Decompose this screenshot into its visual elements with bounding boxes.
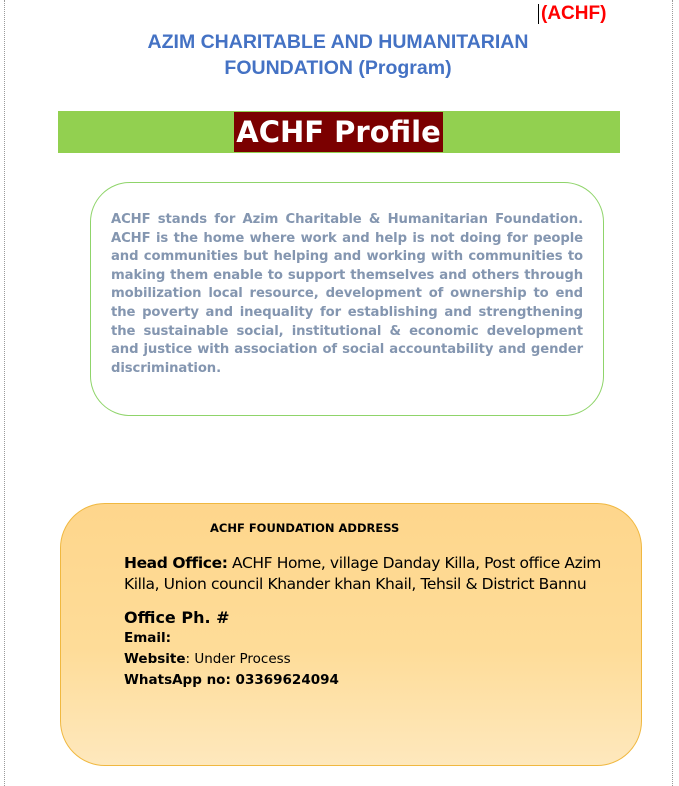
about-text: ACHF stands for Azim Charitable & Humanitarian Foundation. ACHF is the home where work and help is not doing for people and communities but helping and working with communities to making them enable to support themselves and others through mobilization local resource, development of ownership to end the poverty and inequality for establishing and strengthening the sustainable social, institutional & economic development and justice with association of social accountability and gender discrimination. — [111, 212, 583, 376]
org-title-line1: AZIM CHARITABLE AND HUMANITARIAN — [147, 31, 529, 53]
website-line — [124, 651, 291, 667]
email-line — [124, 630, 171, 646]
org-title-line2: FOUNDATION (Program) — [224, 57, 452, 79]
page-margin-right — [672, 0, 673, 786]
text-cursor — [538, 4, 539, 24]
profile-title: ACHF Profile — [234, 112, 443, 152]
whatsapp-line: WhatsApp no: 03369624094 — [124, 672, 339, 688]
address-heading: ACHF FOUNDATION ADDRESS — [210, 521, 400, 535]
website-value: : Under Process — [185, 651, 291, 667]
head-office-label: Head Office: — [124, 554, 228, 572]
acronym-label: (ACHF) — [541, 3, 607, 24]
website-label: Website — [124, 651, 186, 667]
office-phone-label: Office Ph. # — [124, 608, 230, 627]
head-office-value: ACHF Home, village Danday Killa, Post office Azim Killa, Union council Khander khan Khail, Tehsil & District Bannu — [124, 554, 601, 593]
head-office — [124, 553, 614, 595]
organization-title — [60, 29, 616, 81]
email-label: Email: — [124, 630, 172, 646]
page-margin-left — [4, 0, 5, 786]
